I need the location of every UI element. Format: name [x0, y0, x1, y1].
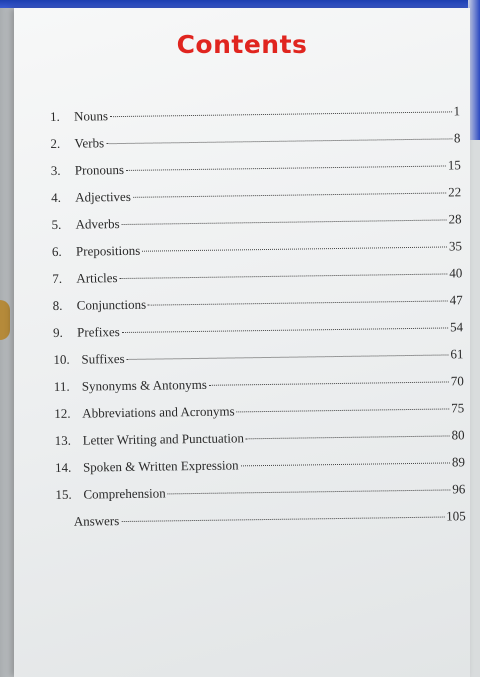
toc-entry-number: 4.	[51, 189, 62, 205]
toc-entry-number: 10.	[53, 351, 70, 367]
toc-entry-label: Synonyms & Antonyms	[81, 376, 207, 394]
dot-leader	[246, 435, 450, 439]
toc-entry[interactable]	[56, 508, 466, 541]
dot-leader	[122, 219, 447, 225]
toc-entry-page-number: 89	[451, 454, 466, 470]
toc-entry-label: Spoken & Written Expression	[82, 457, 239, 475]
toc-entry-number: 6.	[51, 243, 62, 259]
toc-entry-number: 2.	[50, 135, 61, 151]
dot-leader	[168, 489, 451, 494]
dot-leader	[127, 354, 449, 359]
dot-leader	[237, 408, 450, 412]
dot-leader	[126, 165, 446, 170]
toc-entry-number: 3.	[50, 162, 61, 178]
toc-entry-page-number: 70	[450, 373, 464, 389]
toc-entry-page-number: 96	[452, 481, 466, 497]
toc-entry-page-number: 54	[449, 319, 464, 335]
book-cover-edge-top	[0, 0, 480, 8]
dot-leader	[121, 517, 444, 523]
toc-entry-number: 5.	[51, 216, 62, 232]
toc-entry-page-number: 22	[448, 184, 462, 200]
toc-entry-label: Nouns	[73, 108, 109, 124]
toc-entry-number: 15.	[55, 486, 72, 502]
toc-entry-page-number: 47	[449, 292, 463, 308]
toc-entry-label: Prefixes	[77, 324, 120, 340]
page-title: Contents	[176, 30, 308, 59]
toc-entry-label: Comprehension	[83, 485, 166, 502]
toc-entry-label: Pronouns	[74, 161, 125, 178]
toc-entry-page-number: 1	[453, 103, 461, 119]
dot-leader	[122, 327, 448, 333]
toc-entry-page-number: 105	[446, 508, 466, 524]
dot-leader	[209, 381, 449, 385]
table-of-contents	[50, 103, 466, 541]
toc-entry-number: 12.	[54, 405, 71, 421]
dot-leader	[120, 273, 448, 279]
dot-leader	[148, 300, 448, 305]
toc-entry-page-number: 61	[450, 346, 464, 362]
toc-entry-number: 14.	[54, 459, 72, 475]
toc-entry-page-number: 75	[451, 400, 465, 416]
toc-entry-label: Articles	[76, 270, 118, 286]
toc-entry-page-number: 8	[453, 130, 461, 146]
toc-entry-page-number: 15	[447, 157, 461, 173]
toc-entry-number: 8.	[52, 297, 63, 313]
toc-entry-label: Answers	[73, 513, 120, 529]
toc-entry-page-number: 35	[448, 238, 463, 254]
toc-entry-label: Prepositions	[75, 242, 141, 259]
dot-leader	[106, 138, 452, 144]
toc-entry-label: Adverbs	[75, 216, 120, 232]
toc-entry-number: 7.	[52, 270, 63, 286]
toc-entry-label: Letter Writing and Punctuation	[82, 430, 245, 448]
toc-entry-label: Suffixes	[81, 350, 125, 367]
toc-entry-page-number: 40	[449, 265, 463, 281]
contents-page	[14, 8, 470, 677]
binder-tab	[0, 300, 10, 340]
dot-leader	[142, 246, 447, 251]
toc-entry-label: Verbs	[74, 135, 105, 151]
toc-entry-page-number: 80	[451, 427, 465, 443]
toc-entry-number: 9.	[53, 324, 63, 340]
toc-entry-number: 1.	[50, 108, 60, 124]
toc-entry-page-number: 28	[448, 211, 462, 227]
toc-entry-number: 11.	[53, 378, 70, 394]
toc-entry-label: Adjectives	[75, 188, 131, 205]
dot-leader	[133, 192, 446, 197]
toc-entry-label: Conjunctions	[76, 296, 147, 313]
dot-leader	[241, 462, 450, 466]
toc-entry-label: Abbreviations and Acronyms	[82, 403, 235, 421]
toc-entry-number: 13.	[54, 432, 71, 448]
dot-leader	[110, 111, 452, 117]
